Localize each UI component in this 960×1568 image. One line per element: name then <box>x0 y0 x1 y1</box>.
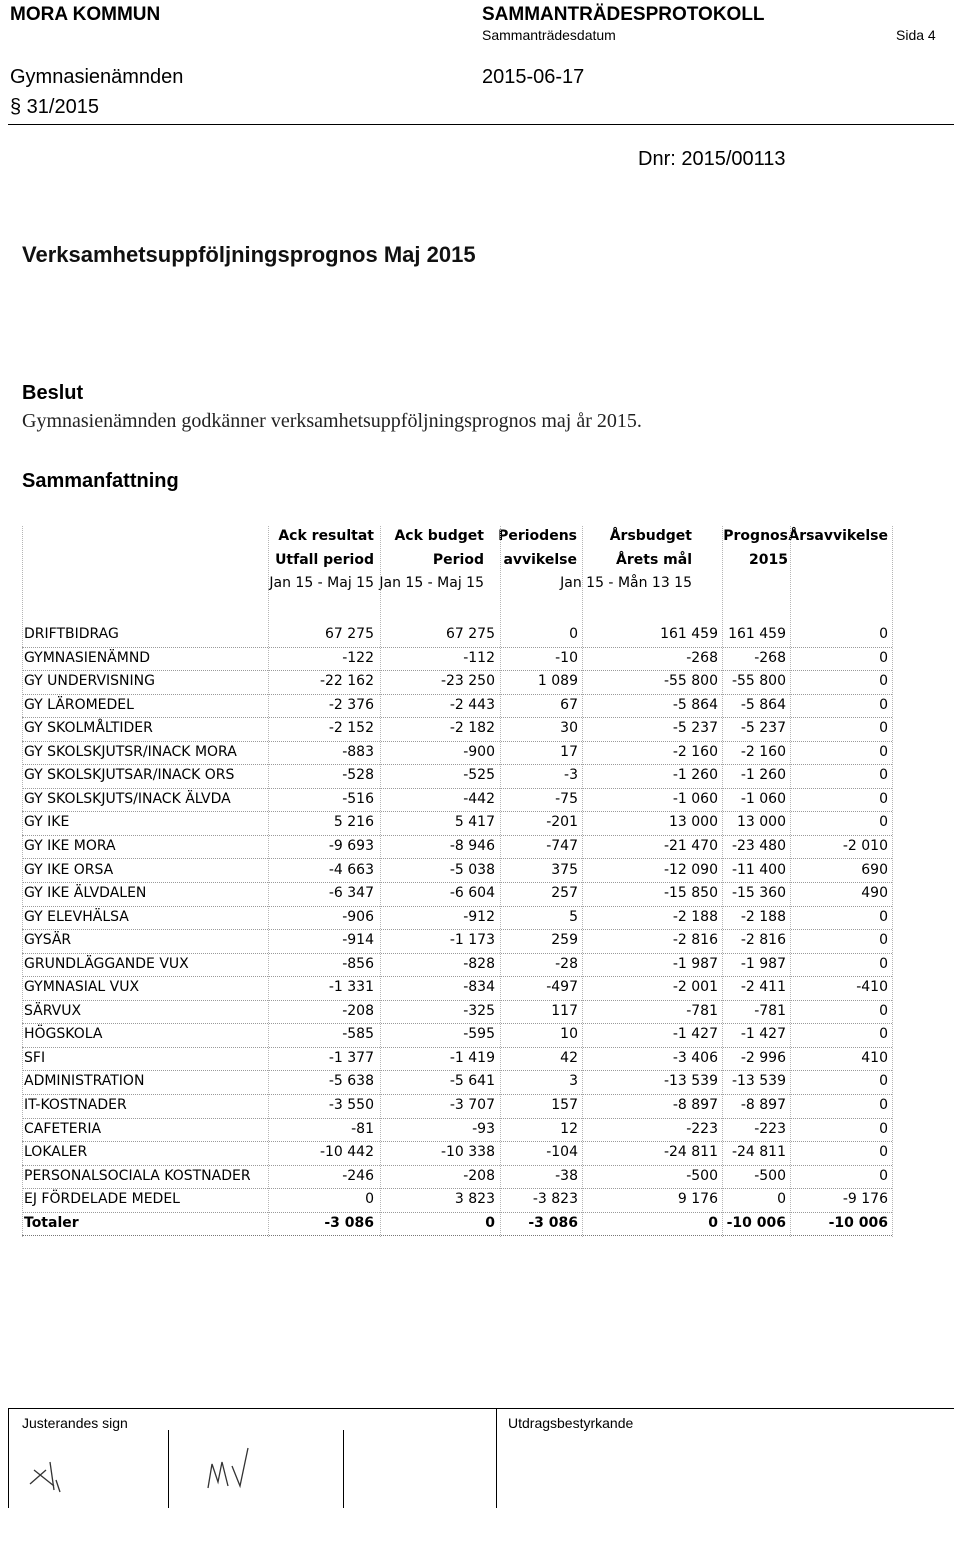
grid-line <box>500 526 501 1237</box>
extract-label: Utdragsbestyrkande <box>508 1415 634 1431</box>
row-value: -10 006 <box>828 1214 888 1231</box>
row-value: 1 089 <box>537 673 578 690</box>
doc-type: SAMMANTRÄDESPROTOKOLL <box>482 4 765 25</box>
row-label: IT-KOSTNADER <box>24 1097 127 1113</box>
row-value: -3 823 <box>532 1191 578 1208</box>
row-value: 5 216 <box>333 814 374 831</box>
page-title: Verksamhetsuppföljningsprognos Maj 2015 <box>22 242 476 267</box>
row-value: -1 427 <box>672 1026 718 1043</box>
table-row <box>22 764 892 789</box>
row-label: SFI <box>24 1049 46 1066</box>
row-value: 5 <box>569 908 578 925</box>
row-value: -93 <box>472 1120 495 1137</box>
row-label: GY SKOLSKJUTS/INACK ÄLVDA <box>24 790 231 807</box>
row-value: -12 090 <box>663 861 718 878</box>
row-label: GY IKE MORA <box>24 837 116 854</box>
row-value: 0 <box>879 814 888 831</box>
row-label: GYSÄR <box>24 932 72 949</box>
row-value: -8 946 <box>449 837 495 854</box>
row-value: 117 <box>551 1002 578 1019</box>
row-value: 0 <box>879 767 888 784</box>
row-value: 42 <box>560 1049 578 1066</box>
row-value: 17 <box>560 743 578 760</box>
row-value: -497 <box>546 979 578 996</box>
footer-divider-2 <box>343 1430 344 1508</box>
row-value: -525 <box>463 767 495 784</box>
row-value: 0 <box>879 1002 888 1019</box>
row-value: -2 182 <box>449 720 495 737</box>
row-value: 67 275 <box>325 626 374 642</box>
row-value: -10 442 <box>319 1144 374 1161</box>
row-value: -55 800 <box>663 673 718 690</box>
table-row <box>22 882 892 907</box>
table-row <box>22 647 892 672</box>
row-value: 0 <box>879 1073 888 1090</box>
row-value: -828 <box>463 955 495 972</box>
row-value: -75 <box>555 790 578 807</box>
row-value: 0 <box>485 1214 495 1231</box>
table-row <box>22 1188 892 1213</box>
row-value: -6 604 <box>449 885 495 902</box>
row-value: -528 <box>342 767 374 784</box>
row-value: -28 <box>555 955 578 972</box>
row-value: 0 <box>365 1191 374 1208</box>
row-value: 410 <box>861 1049 888 1066</box>
row-value: -10 <box>555 649 578 666</box>
row-value: -914 <box>342 932 374 949</box>
row-label: GY IKE ORSA <box>24 861 114 878</box>
dnr: Dnr: 2015/00113 <box>638 148 786 170</box>
header-cell: Ack resultat <box>278 528 374 544</box>
signature-1 <box>20 1440 80 1500</box>
row-value: -2 376 <box>328 696 374 713</box>
row-value: -2 001 <box>672 979 718 996</box>
table-row <box>22 929 892 954</box>
row-value: -5 638 <box>328 1073 374 1090</box>
row-value: -1 260 <box>740 767 786 784</box>
row-value: -268 <box>754 649 786 666</box>
grid-line <box>722 526 723 1237</box>
row-value: -13 539 <box>731 1073 786 1090</box>
table-row <box>22 1141 892 1166</box>
row-value: 690 <box>861 861 888 878</box>
row-value: -5 038 <box>449 861 495 878</box>
table-row <box>22 1212 892 1237</box>
row-value: -500 <box>754 1167 786 1184</box>
row-value: -6 347 <box>328 885 374 902</box>
table-row <box>22 788 892 813</box>
row-value: -208 <box>463 1167 495 1184</box>
row-value: 490 <box>861 885 888 902</box>
row-value: 0 <box>879 790 888 807</box>
row-value: -2 010 <box>842 837 888 854</box>
row-label: ADMINISTRATION <box>24 1073 145 1090</box>
header-cell: Ack budget <box>394 528 484 544</box>
row-value: -906 <box>342 908 374 925</box>
row-value: -38 <box>555 1167 578 1184</box>
row-value: -23 250 <box>440 673 495 690</box>
row-label: GRUNDLÄGGANDE VUX <box>24 955 189 972</box>
header-cell: Periodens <box>498 528 577 544</box>
row-value: -2 188 <box>740 908 786 925</box>
row-value: -55 800 <box>731 673 786 690</box>
header-cell: Prognos <box>723 528 788 544</box>
row-value: -3 550 <box>328 1097 374 1113</box>
row-value: 375 <box>551 861 578 878</box>
row-value: 0 <box>879 932 888 949</box>
row-label: SÄRVUX <box>24 1002 82 1019</box>
header-cell: Årsbudget <box>609 528 692 544</box>
row-label: GY SKOLMÅLTIDER <box>24 720 153 737</box>
header-cell: Jan 15 - Mån 13 15 <box>560 575 692 591</box>
header-cell: Årsavvikelse <box>788 528 888 544</box>
beslut-heading: Beslut <box>22 382 84 404</box>
row-value: -2 996 <box>740 1049 786 1066</box>
row-value: 0 <box>879 1144 888 1161</box>
row-value: -585 <box>342 1026 374 1043</box>
row-value: -442 <box>463 790 495 807</box>
row-value: -2 816 <box>672 932 718 949</box>
footer-divider-3 <box>496 1408 497 1508</box>
row-value: -3 707 <box>449 1097 495 1113</box>
row-value: 13 000 <box>737 814 786 831</box>
header-cell: 2015 <box>749 552 788 568</box>
row-value: -23 480 <box>731 837 786 854</box>
row-label: GYMNASIENÄMND <box>24 649 151 666</box>
row-value: -104 <box>546 1144 578 1161</box>
row-value: -5 237 <box>740 720 786 737</box>
row-value: -112 <box>463 649 495 666</box>
row-value: -24 811 <box>663 1144 718 1161</box>
row-label: DRIFTBIDRAG <box>24 626 119 642</box>
row-value: 67 275 <box>446 626 495 642</box>
row-value: -3 086 <box>528 1214 578 1231</box>
row-value: -2 160 <box>672 743 718 760</box>
table-row <box>22 623 892 648</box>
row-value: -122 <box>342 649 374 666</box>
row-label: GY IKE <box>24 814 70 831</box>
row-value: -1 260 <box>672 767 718 784</box>
row-value: 0 <box>879 955 888 972</box>
table-row <box>22 859 892 884</box>
table-row <box>22 741 892 766</box>
row-label: GY SKOLSKJUTSAR/INACK ORS <box>24 767 235 784</box>
row-value: -3 086 <box>324 1214 374 1231</box>
row-value: 0 <box>879 1120 888 1137</box>
row-value: -1 987 <box>672 955 718 972</box>
table-row <box>22 811 892 836</box>
table-row <box>22 976 892 1001</box>
table-row <box>22 906 892 931</box>
row-value: -208 <box>342 1002 374 1019</box>
row-value: -4 663 <box>328 861 374 878</box>
row-value: -781 <box>686 1002 718 1019</box>
row-value: -11 400 <box>731 861 786 878</box>
row-value: -900 <box>463 743 495 760</box>
row-value: -1 060 <box>740 790 786 807</box>
row-value: -13 539 <box>663 1073 718 1090</box>
row-value: -747 <box>546 837 578 854</box>
row-value: -2 443 <box>449 696 495 713</box>
row-label: LOKALER <box>24 1144 88 1161</box>
meeting-date: 2015-06-17 <box>482 66 585 88</box>
table-row <box>22 1023 892 1048</box>
row-value: 0 <box>879 720 888 737</box>
row-value: -21 470 <box>663 837 718 854</box>
sign-label: Justerandes sign <box>22 1415 128 1431</box>
row-value: -24 811 <box>731 1144 786 1161</box>
row-value: -325 <box>463 1002 495 1019</box>
row-value: 257 <box>551 885 578 902</box>
grid-line <box>892 526 893 1237</box>
row-value: -268 <box>686 649 718 666</box>
row-label: GY ELEVHÄLSA <box>24 908 129 925</box>
row-value: 12 <box>560 1120 578 1137</box>
date-label: Sammanträdesdatum <box>482 27 616 43</box>
row-value: -2 188 <box>672 908 718 925</box>
row-label: Totaler <box>24 1214 79 1231</box>
row-value: 259 <box>551 932 578 949</box>
row-value: 157 <box>551 1097 578 1113</box>
row-value: -834 <box>463 979 495 996</box>
row-value: 67 <box>560 696 578 713</box>
footer-rule <box>8 1408 954 1409</box>
row-value: 0 <box>879 1097 888 1113</box>
committee-name: Gymnasienämnden <box>10 66 184 88</box>
row-value: -9 693 <box>328 837 374 854</box>
row-value: -22 162 <box>319 673 374 690</box>
table-row <box>22 1118 892 1143</box>
row-value: -1 419 <box>449 1049 495 1066</box>
header-cell: Årets mål <box>616 552 692 568</box>
row-value: 0 <box>879 1026 888 1043</box>
row-value: -10 338 <box>440 1144 495 1161</box>
header-cell: Jan 15 - Maj 15 <box>269 575 374 591</box>
row-value: 10 <box>560 1026 578 1043</box>
row-label: HÖGSKOLA <box>24 1026 103 1043</box>
row-value: -1 060 <box>672 790 718 807</box>
row-value: 13 000 <box>669 814 718 831</box>
beslut-text: Gymnasienämnden godkänner verksamhetsuppföljningsprognos maj år 2015. <box>22 410 642 432</box>
table-row <box>22 670 892 695</box>
table-row <box>22 1070 892 1095</box>
header-cell: Period <box>432 552 484 568</box>
row-value: -500 <box>686 1167 718 1184</box>
table-row <box>22 1165 892 1190</box>
row-value: -1 331 <box>328 979 374 996</box>
grid-line <box>380 526 381 1237</box>
table-row <box>22 717 892 742</box>
row-value: -246 <box>342 1167 374 1184</box>
row-value: 0 <box>879 908 888 925</box>
row-value: 3 823 <box>454 1191 495 1208</box>
row-value: -15 850 <box>663 885 718 902</box>
grid-line <box>268 526 269 1237</box>
row-value: 5 417 <box>454 814 495 831</box>
row-value: -781 <box>754 1002 786 1019</box>
row-value: 9 176 <box>677 1191 718 1208</box>
row-value: -883 <box>342 743 374 760</box>
row-label: GY SKOLSKJUTSR/INACK MORA <box>24 743 237 760</box>
row-value: -1 987 <box>740 955 786 972</box>
row-value: 0 <box>777 1191 786 1208</box>
row-value: -9 176 <box>842 1191 888 1208</box>
row-value: -3 <box>564 767 578 784</box>
row-value: -5 641 <box>449 1073 495 1090</box>
row-value: 0 <box>879 696 888 713</box>
org-name: MORA KOMMUN <box>10 4 161 25</box>
row-label: EJ FÖRDELADE MEDEL <box>24 1191 180 1208</box>
row-value: 0 <box>879 626 888 642</box>
header-cell: avvikelse <box>503 552 577 568</box>
table-row <box>22 835 892 860</box>
row-value: -2 411 <box>740 979 786 996</box>
row-value: 0 <box>879 673 888 690</box>
row-value: 0 <box>879 743 888 760</box>
grid-line <box>22 526 23 1237</box>
row-value: 30 <box>560 720 578 737</box>
row-value: -912 <box>463 908 495 925</box>
signature-2 <box>198 1438 278 1498</box>
paragraph-number: § 31/2015 <box>10 96 99 118</box>
row-value: 161 459 <box>660 626 718 642</box>
row-value: -8 897 <box>740 1097 786 1113</box>
row-value: 0 <box>879 649 888 666</box>
sammanfattning-heading: Sammanfattning <box>22 470 179 492</box>
row-value: -5 237 <box>672 720 718 737</box>
row-value: -1 427 <box>740 1026 786 1043</box>
row-label: GY LÄROMEDEL <box>24 696 134 713</box>
row-value: -1 173 <box>449 932 495 949</box>
row-value: -15 360 <box>731 885 786 902</box>
row-value: -410 <box>856 979 888 996</box>
row-value: -5 864 <box>740 696 786 713</box>
row-value: -10 006 <box>726 1214 786 1231</box>
row-value: -516 <box>342 790 374 807</box>
row-value: -1 377 <box>328 1049 374 1066</box>
row-value: -2 816 <box>740 932 786 949</box>
row-value: -8 897 <box>672 1097 718 1113</box>
row-label: CAFETERIA <box>24 1120 102 1137</box>
table-row <box>22 1000 892 1025</box>
row-value: -2 160 <box>740 743 786 760</box>
grid-line <box>582 526 583 1237</box>
page-number: Sida 4 <box>896 27 936 43</box>
table-row <box>22 1094 892 1119</box>
row-label: GY IKE ÄLVDALEN <box>24 885 147 902</box>
row-value: -201 <box>546 814 578 831</box>
row-value: 161 459 <box>728 626 786 642</box>
row-value: -856 <box>342 955 374 972</box>
row-label: GY UNDERVISNING <box>24 673 155 690</box>
header-cell: Utfall period <box>275 552 374 568</box>
row-value: 0 <box>569 626 578 642</box>
table-row <box>22 1047 892 1072</box>
row-value: 3 <box>569 1073 578 1090</box>
row-value: -81 <box>351 1120 374 1137</box>
row-value: 0 <box>879 1167 888 1184</box>
row-label: GYMNASIAL VUX <box>24 979 140 996</box>
table-row <box>22 953 892 978</box>
footer-left-border <box>8 1408 9 1508</box>
row-value: 0 <box>708 1214 718 1231</box>
row-label: PERSONALSOCIALA KOSTNADER <box>24 1167 251 1184</box>
header-rule <box>8 124 954 125</box>
footer-divider-1 <box>168 1430 169 1508</box>
row-value: -223 <box>754 1120 786 1137</box>
row-value: -595 <box>463 1026 495 1043</box>
table-row <box>22 694 892 719</box>
grid-line <box>790 526 791 1237</box>
row-value: -3 406 <box>672 1049 718 1066</box>
row-value: -223 <box>686 1120 718 1137</box>
row-value: -2 152 <box>328 720 374 737</box>
row-value: -5 864 <box>672 696 718 713</box>
header-cell: Jan 15 - Maj 15 <box>379 575 484 591</box>
